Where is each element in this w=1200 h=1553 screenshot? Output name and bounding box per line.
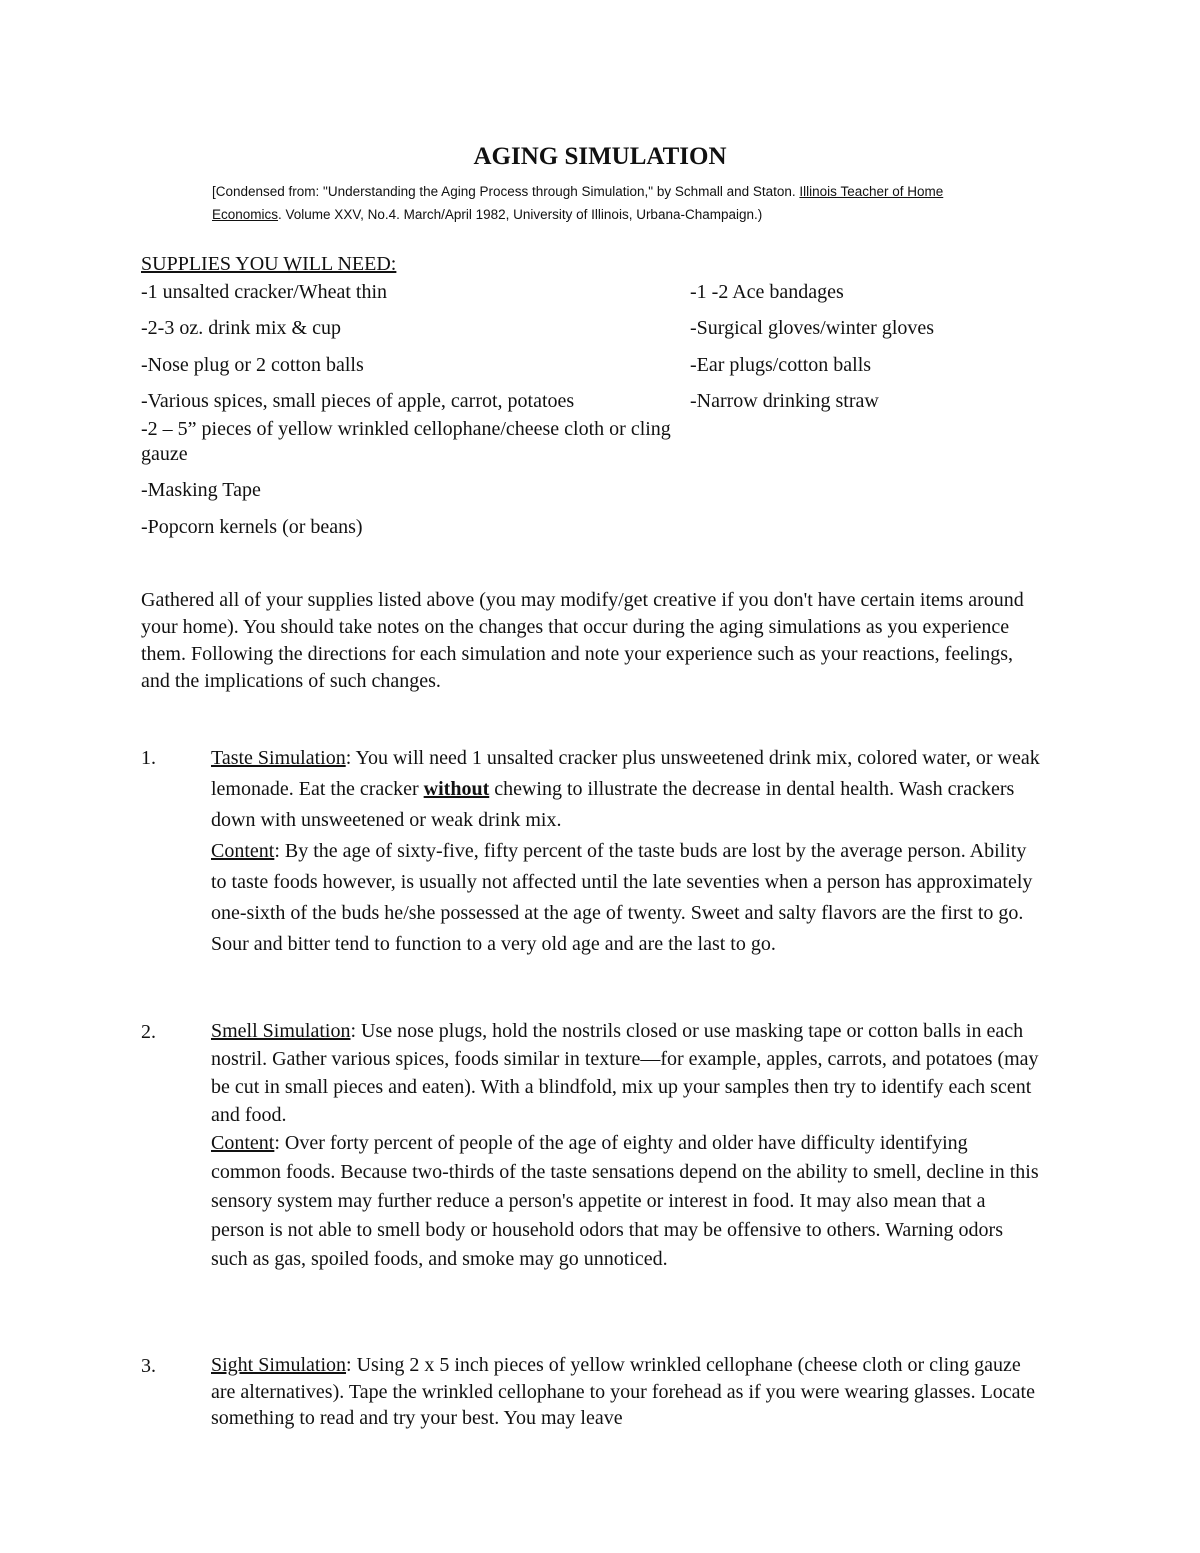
supply-item: -Various spices, small pieces of apple, carrot, potatoes: [141, 390, 575, 412]
item-number: 3.: [141, 1355, 156, 1377]
citation-prefix: [Condensed from: "Understanding the Aging Process through Simulation," by Schmall and Staton.: [212, 184, 800, 199]
supply-item: -Nose plug or 2 cotton balls: [141, 354, 364, 376]
taste-simulation: [211, 743, 1041, 960]
item-heading: Taste Simulation: [211, 747, 346, 769]
item-directions: Taste Simulation: You will need 1 unsalted cracker plus unsweetened drink mix, colored water, or weak lemonade. Eat the cracker without chewing to illustrate the decrease in dental health. Wash crackers down with unsweetened or weak drink mix.: [211, 747, 1040, 831]
citation-journal: Illinois Teacher of Home Economics: [212, 184, 944, 222]
page-title: AGING SIMULATION: [473, 143, 727, 170]
supply-item: -Masking Tape: [141, 479, 261, 501]
supply-item: -Surgical gloves/winter gloves: [690, 317, 935, 339]
supply-item: -2 – 5” pieces of yellow wrinkled cellophane/cheese cloth or cling gauze: [141, 418, 671, 465]
item-directions: Sight Simulation: Using 2 x 5 inch pieces of yellow wrinkled cellophane (cheese cloth or cling gauze are alternatives). Tape the wrinkled cellophane to your forehead as if you were wearing glasses. Locate something to read and try your best. You may leave: [211, 1354, 1035, 1429]
item-number: 1.: [141, 747, 156, 769]
supplies-heading: SUPPLIES YOU WILL NEED:: [141, 253, 397, 275]
item-content: Content: By the age of sixty-five, fifty percent of the taste buds are lost by the average person. Ability to taste foods however, is usually not affected until the late seventies when a person has approximately one-sixth of the buds he/she possessed at the age of twenty. Sweet and salty flavors are the first to go. Sour and bitter tend to function to a very old age and are the last to go.: [211, 840, 1033, 955]
citation: [212, 180, 992, 226]
content-label: Content: [211, 840, 275, 862]
supply-item: -Popcorn kernels (or beans): [141, 516, 363, 538]
item-directions: Smell Simulation: Use nose plugs, hold the nostrils closed or use masking tape or cotton balls in each nostril. Gather various spices, foods similar in texture—for example, apples, carrots, and potatoes (may be cut in small pieces and eaten). With a blindfold, mix up your samples then try to identify each scent and food.: [211, 1020, 1039, 1126]
supply-item: -1 -2 Ace bandages: [690, 281, 844, 303]
item-number: 2.: [141, 1021, 156, 1043]
supply-item: -2-3 oz. drink mix & cup: [141, 317, 341, 339]
citation-suffix: . Volume XXV, No.4. March/April 1982, University of Illinois, Urbana-Champaign.): [278, 207, 763, 222]
smell-simulation: [211, 1017, 1041, 1274]
item-heading: Sight Simulation: [211, 1354, 347, 1376]
sight-simulation: [211, 1352, 1041, 1432]
intro-paragraph: Gathered all of your supplies listed above (you may modify/get creative if you don't have certain items around your home). You should take notes on the changes that occur during the aging simulations as you experience them. Following the directions for each simulation and note your experience such as your reactions, feelings, and the implications of such changes.: [141, 589, 1024, 692]
supply-item: -Ear plugs/cotton balls: [690, 354, 872, 376]
item-content: Content: Over forty percent of people of the age of eighty and older have difficulty identifying common foods. Because two-thirds of the taste sensations depend on the ability to smell, decline in this sensory system may further reduce a person's appetite or interest in food. It may also mean that a person is not able to smell body or household odors that may be offensive to others. Warning odors such as gas, spoiled foods, and smoke may go unnoticed.: [211, 1132, 1039, 1270]
content-label: Content: [211, 1132, 275, 1154]
emphasis-word: without: [423, 778, 490, 800]
supply-item: -Narrow drinking straw: [690, 390, 879, 412]
supply-item: -1 unsalted cracker/Wheat thin: [141, 281, 387, 303]
item-heading: Smell Simulation: [211, 1020, 351, 1042]
